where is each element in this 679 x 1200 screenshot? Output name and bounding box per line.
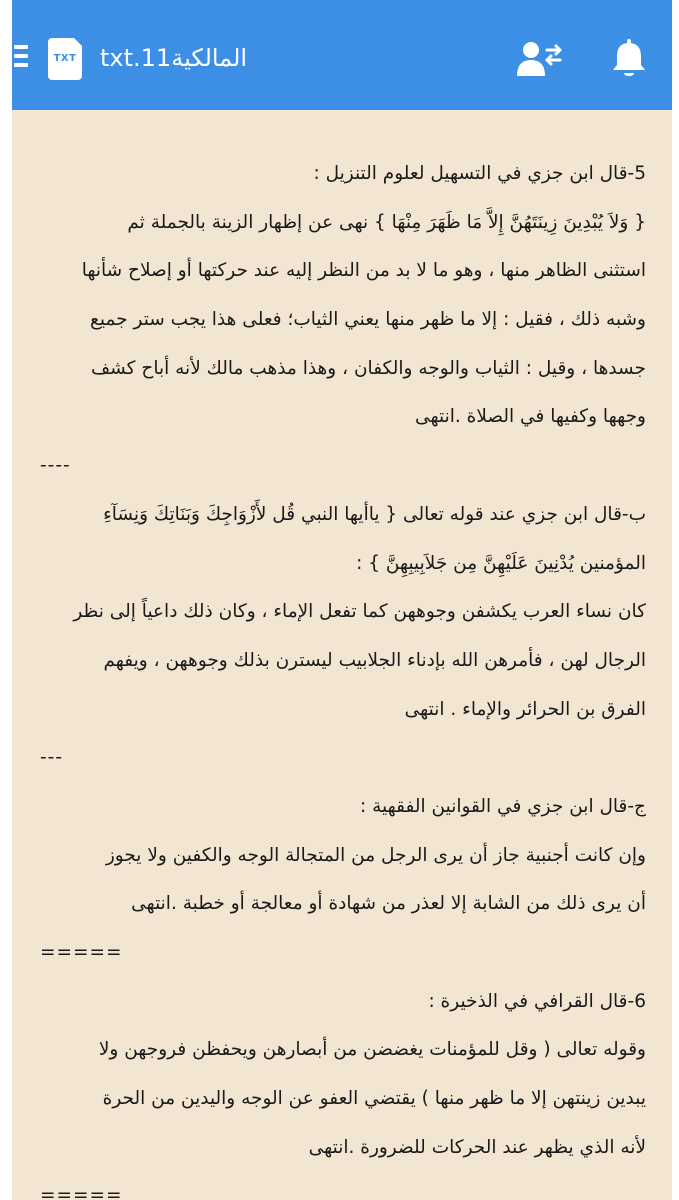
text-line: ج-قال ابن جزي في القوانين الفقهية : [360,795,646,817]
document-title-prefix: txt.11 [100,44,172,72]
text-line: أن يرى ذلك من الشابة إلا لعذر من شهادة أو معالجة أو خطبة .انتهى [131,893,646,915]
txt-file-icon: TXT [48,38,82,80]
text-line: وشبه ذلك ، فقيل : إلا ما ظهر منها يعني الثياب؛ فعلى هذا يجب ستر جميع [90,309,646,331]
text-line: وإن كانت أجنبية جاز أن يرى الرجل من المتجالة الوجه والكفين ولا يجوز [105,844,646,866]
text-line: الرجال لهن ، فأمرهن الله بإدناء الجلابيب ليسترن بذلك وجوههن ، ويفهم [103,649,646,671]
text-line: لأنه الذي يظهر عند الحركات للضرورة .انتهى [308,1136,646,1158]
separator-line: ===== [40,1185,123,1200]
text-line: جسدها ، وقيل : الثياب والوجه والكفان ، وهذا مذهب مالك لأنه أباح كشف [91,357,646,379]
user-transfer-icon[interactable] [517,40,563,78]
app-bar [12,0,672,110]
document-title [100,42,247,74]
text-line: استثنى الظاهر منها ، وهو ما لا بد من النظر إليه عند حركتها أو إصلاح شأنها [81,260,646,282]
separator-line: --- [40,747,64,769]
bell-icon[interactable] [610,38,648,80]
separator-line: ===== [40,942,123,963]
text-line: 6-قال القرافي في الذخيرة : [428,990,646,1012]
hamburger-menu-icon[interactable] [14,45,28,71]
text-line: 5-قال ابن جزي في التسهيل لعلوم التنزيل : [313,163,646,184]
text-line: ب-قال ابن جزي عند قوله تعالى { ياأيها النبي قُل لأَزْوَاجِكَ وَبَنَاتِكَ وَنِسَآءِ [103,503,646,525]
text-line: المؤمنين يُدْنِينَ عَلَيْهِنَّ مِن جَلاَبِيبِهِنَّ } : [356,552,646,574]
text-line: وقوله تعالى ( وقل للمؤمنات يغضضن من أبصارهن ويحفظن فروجهن ولا [98,1039,646,1061]
text-line: وجهها وكفيها في الصلاة .انتهى [415,406,646,428]
document-text [40,150,646,1200]
text-line: يبدين زينتهن إلا ما ظهر منها ) يقتضي العفو عن الوجه واليدين من الحرة [102,1088,646,1110]
separator-line: ---- [40,455,71,477]
document-content[interactable] [12,110,672,1200]
document-title-arabic: المالكية [171,44,248,72]
text-line: كان نساء العرب يكشفن وجوههن كما تفعل الإماء ، وكان ذلك داعياً إلى نظر [73,601,646,623]
text-line: { وَلاَ يُبْدِينَ زِينَتَهُنَّ إِلاَّ مَا ظَهَرَ مِنْهَا } نهى عن إظهار الزينة بالجملة ثم [127,211,646,233]
text-line: الفرق بن الحرائر والإماء . انتهى [404,698,646,720]
